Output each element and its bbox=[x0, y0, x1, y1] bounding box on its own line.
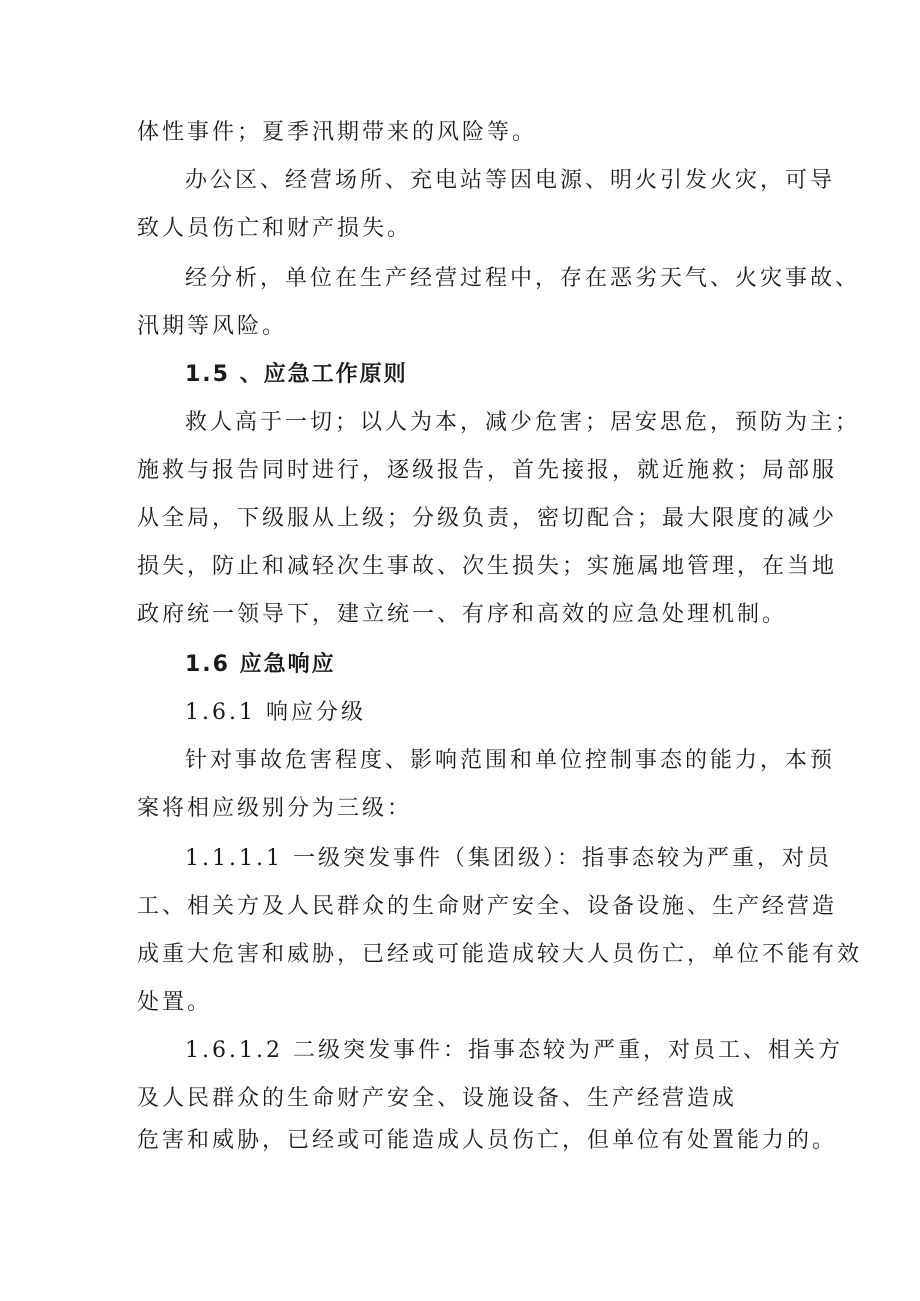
section-heading: 1.6 应急响应 bbox=[185, 652, 336, 677]
paragraph-line: 处置。 bbox=[137, 990, 213, 1015]
paragraph-line: 致人员伤亡和财产损失。 bbox=[137, 216, 413, 241]
paragraph-line: 救人高于一切；以人为本，减少危害；居安思危，预防为主； bbox=[185, 410, 861, 435]
paragraph-line: 工、相关方及人民群众的生命财产安全、设备设施、生产经营造 bbox=[137, 894, 838, 919]
subsection-heading: 1.6.1 响应分级 bbox=[185, 700, 366, 725]
paragraph-line: 危害和威胁，已经或可能造成人员伤亡，但单位有处置能力的。 bbox=[137, 1128, 838, 1153]
paragraph-line: 针对事故危害程度、影响范围和单位控制事态的能力，本预 bbox=[185, 748, 836, 773]
paragraph-line: 从全局，下级服从上级；分级负责，密切配合；最大限度的减少 bbox=[137, 506, 838, 531]
paragraph-line: 体性事件；夏季汛期带来的风险等。 bbox=[137, 120, 538, 145]
paragraph-line: 1.1.1.1 一级突发事件（集团级）：指事态较为严重，对员 bbox=[185, 846, 832, 871]
paragraph-line: 及人民群众的生命财产安全、设施设备、生产经营造成 bbox=[137, 1086, 738, 1111]
paragraph-line: 1.6.1.2 二级突发事件：指事态较为严重，对员工、相关方 bbox=[185, 1038, 843, 1063]
paragraph-line: 施救与报告同时进行，逐级报告，首先接报，就近施救；局部服 bbox=[137, 458, 838, 483]
paragraph-line: 汛期等风险。 bbox=[137, 314, 288, 339]
paragraph-line: 成重大危害和威胁，已经或可能造成较大人员伤亡，单位不能有效 bbox=[137, 942, 863, 967]
paragraph-line: 损失，防止和减轻次生事故、次生损失；实施属地管理，在当地 bbox=[137, 554, 838, 579]
section-heading: 1.5 、应急工作原则 bbox=[185, 362, 408, 387]
paragraph-line: 办公区、经营场所、充电站等因电源、明火引发火灾，可导 bbox=[185, 168, 836, 193]
paragraph-line: 政府统一领导下，建立统一、有序和高效的应急处理机制。 bbox=[137, 602, 788, 627]
paragraph-line: 经分析，单位在生产经营过程中，存在恶劣天气、火灾事故、 bbox=[185, 266, 861, 291]
paragraph-line: 案将相应级别分为三级： bbox=[137, 796, 413, 821]
